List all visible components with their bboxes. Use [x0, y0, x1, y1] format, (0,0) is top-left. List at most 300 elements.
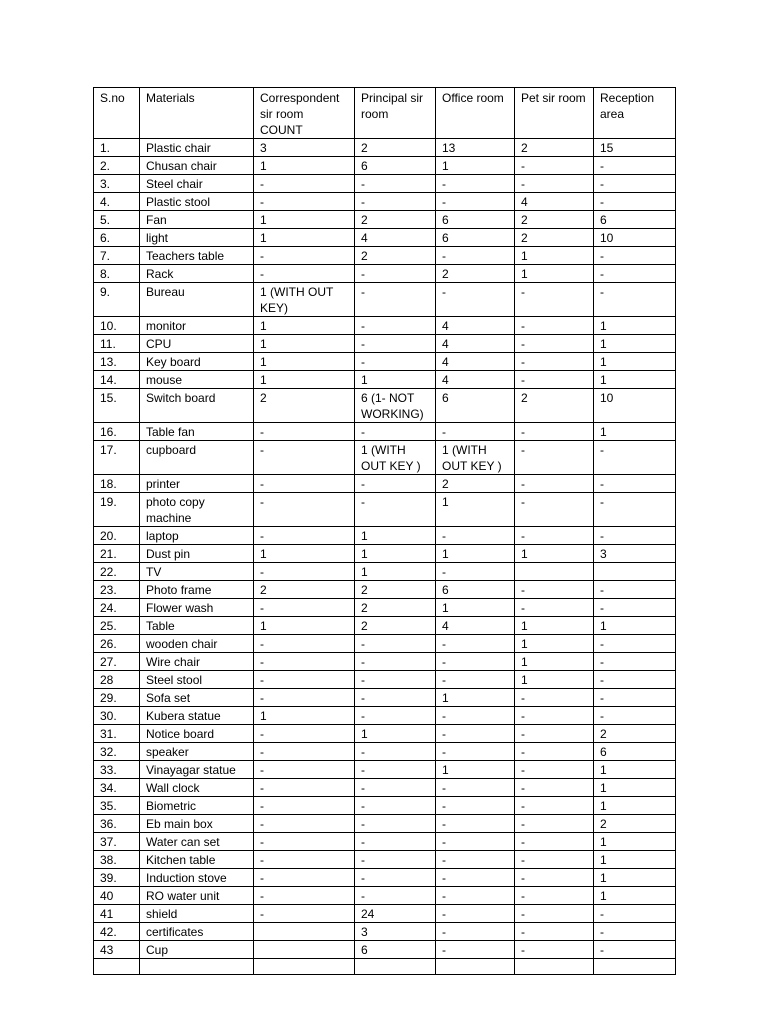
cell-reception-area: 1: [594, 617, 676, 635]
cell-office-room: 4: [436, 317, 515, 335]
inventory-table: [93, 87, 676, 975]
table-row: [94, 475, 676, 493]
table-row: [94, 779, 676, 797]
cell-office-room: 4: [436, 371, 515, 389]
cell-principal-room: -: [355, 761, 436, 779]
cell-reception-area: -: [594, 247, 676, 265]
cell-sno: 23.: [94, 581, 140, 599]
cell-pet-room: -: [515, 779, 594, 797]
cell-sno: 30.: [94, 707, 140, 725]
cell-material: Teachers table: [140, 247, 254, 265]
table-row: [94, 851, 676, 869]
cell-principal-room: -: [355, 193, 436, 211]
cell-pet-room: 1: [515, 247, 594, 265]
cell-sno: 42.: [94, 923, 140, 941]
cell-correspondent-room: 1: [254, 371, 355, 389]
cell-pet-room: 2: [515, 139, 594, 157]
cell-sno: 6.: [94, 229, 140, 247]
cell-office-room: 13: [436, 139, 515, 157]
cell-sno: 22.: [94, 563, 140, 581]
cell-sno: 18.: [94, 475, 140, 493]
cell-principal-room: 2: [355, 599, 436, 617]
cell-material: Steel chair: [140, 175, 254, 193]
cell-principal-room: -: [355, 851, 436, 869]
cell-correspondent-room: 1: [254, 229, 355, 247]
cell-correspondent-room: 1: [254, 353, 355, 371]
table-row: [94, 617, 676, 635]
table-row: [94, 653, 676, 671]
cell-principal-room: -: [355, 493, 436, 527]
header-cell-materials: Materials: [140, 88, 254, 139]
cell-sno: 5.: [94, 211, 140, 229]
cell-pet-room: -: [515, 743, 594, 761]
cell-material: Table: [140, 617, 254, 635]
cell-correspondent-room: 1: [254, 335, 355, 353]
cell-correspondent-room: -: [254, 743, 355, 761]
cell-pet-room: -: [515, 851, 594, 869]
table-row: [94, 283, 676, 317]
cell-correspondent-room: -: [254, 175, 355, 193]
table-row: [94, 389, 676, 423]
cell-correspondent-room: -: [254, 887, 355, 905]
cell-principal-room: -: [355, 797, 436, 815]
cell-principal-room: [355, 959, 436, 975]
cell-office-room: -: [436, 653, 515, 671]
table-row: [94, 833, 676, 851]
cell-sno: 34.: [94, 779, 140, 797]
cell-reception-area: -: [594, 193, 676, 211]
cell-material: Key board: [140, 353, 254, 371]
cell-office-room: -: [436, 423, 515, 441]
cell-office-room: 6: [436, 581, 515, 599]
cell-office-room: 6: [436, 211, 515, 229]
cell-reception-area: -: [594, 905, 676, 923]
table-row: [94, 423, 676, 441]
cell-material: Induction stove: [140, 869, 254, 887]
cell-reception-area: -: [594, 671, 676, 689]
cell-reception-area: -: [594, 475, 676, 493]
cell-principal-room: -: [355, 833, 436, 851]
cell-material: Chusan chair: [140, 157, 254, 175]
cell-pet-room: -: [515, 905, 594, 923]
cell-principal-room: 1: [355, 527, 436, 545]
cell-principal-room: 3: [355, 923, 436, 941]
cell-material: Steel stool: [140, 671, 254, 689]
cell-sno: 33.: [94, 761, 140, 779]
cell-pet-room: [515, 563, 594, 581]
table-row: [94, 941, 676, 959]
table-row: [94, 869, 676, 887]
cell-material: Kubera statue: [140, 707, 254, 725]
table-row: [94, 671, 676, 689]
cell-reception-area: 1: [594, 423, 676, 441]
cell-material: RO water unit: [140, 887, 254, 905]
cell-reception-area: -: [594, 493, 676, 527]
table-header-row: [94, 88, 676, 139]
cell-pet-room: -: [515, 707, 594, 725]
cell-material: mouse: [140, 371, 254, 389]
cell-pet-room: -: [515, 175, 594, 193]
cell-sno: 21.: [94, 545, 140, 563]
cell-correspondent-room: 2: [254, 389, 355, 423]
cell-correspondent-room: -: [254, 815, 355, 833]
cell-principal-room: -: [355, 779, 436, 797]
cell-principal-room: -: [355, 689, 436, 707]
cell-reception-area: 1: [594, 851, 676, 869]
header-cell-correspondent-room: Correspondent sir room COUNT: [254, 88, 355, 139]
cell-reception-area: -: [594, 265, 676, 283]
cell-principal-room: 6: [355, 157, 436, 175]
cell-reception-area: [594, 959, 676, 975]
cell-sno: 14.: [94, 371, 140, 389]
cell-correspondent-room: 1: [254, 211, 355, 229]
cell-sno: 38.: [94, 851, 140, 869]
cell-correspondent-room: -: [254, 653, 355, 671]
table-row: [94, 581, 676, 599]
table-row: [94, 887, 676, 905]
cell-pet-room: -: [515, 317, 594, 335]
cell-sno: 37.: [94, 833, 140, 851]
cell-office-room: -: [436, 563, 515, 581]
table-row: [94, 797, 676, 815]
cell-pet-room: -: [515, 923, 594, 941]
header-cell-pet-room: Pet sir room: [515, 88, 594, 139]
cell-pet-room: -: [515, 941, 594, 959]
cell-office-room: 1: [436, 689, 515, 707]
cell-sno: 16.: [94, 423, 140, 441]
header-cell-office-room: Office room: [436, 88, 515, 139]
cell-office-room: -: [436, 193, 515, 211]
table-row: [94, 139, 676, 157]
cell-correspondent-room: [254, 923, 355, 941]
cell-material: certificates: [140, 923, 254, 941]
cell-pet-room: -: [515, 869, 594, 887]
cell-pet-room: -: [515, 441, 594, 475]
table-row: [94, 545, 676, 563]
cell-material: light: [140, 229, 254, 247]
cell-principal-room: 2: [355, 139, 436, 157]
cell-office-room: -: [436, 527, 515, 545]
cell-material: Sofa set: [140, 689, 254, 707]
cell-pet-room: -: [515, 335, 594, 353]
cell-correspondent-room: -: [254, 527, 355, 545]
table-row: [94, 353, 676, 371]
cell-pet-room: 2: [515, 211, 594, 229]
cell-office-room: -: [436, 815, 515, 833]
cell-pet-room: -: [515, 833, 594, 851]
cell-correspondent-room: -: [254, 599, 355, 617]
cell-material: photo copy machine: [140, 493, 254, 527]
table-row: [94, 211, 676, 229]
cell-reception-area: 6: [594, 211, 676, 229]
cell-principal-room: 1: [355, 563, 436, 581]
table-row: [94, 335, 676, 353]
header-cell-sno: S.no: [94, 88, 140, 139]
table-row: [94, 371, 676, 389]
cell-material: CPU: [140, 335, 254, 353]
cell-principal-room: 1: [355, 371, 436, 389]
cell-office-room: -: [436, 247, 515, 265]
cell-office-room: 4: [436, 617, 515, 635]
cell-correspondent-room: -: [254, 797, 355, 815]
table-row: [94, 725, 676, 743]
cell-office-room: 1: [436, 157, 515, 175]
table-row: [94, 563, 676, 581]
cell-correspondent-room: 1: [254, 545, 355, 563]
cell-reception-area: -: [594, 923, 676, 941]
table-row: [94, 689, 676, 707]
cell-material: Eb main box: [140, 815, 254, 833]
cell-pet-room: 1: [515, 653, 594, 671]
cell-sno: 17.: [94, 441, 140, 475]
cell-sno: 36.: [94, 815, 140, 833]
cell-material: Fan: [140, 211, 254, 229]
cell-principal-room: -: [355, 635, 436, 653]
cell-pet-room: -: [515, 353, 594, 371]
cell-correspondent-room: -: [254, 265, 355, 283]
cell-office-room: -: [436, 725, 515, 743]
cell-principal-room: -: [355, 283, 436, 317]
cell-principal-room: 4: [355, 229, 436, 247]
cell-office-room: -: [436, 743, 515, 761]
table-row: [94, 175, 676, 193]
cell-pet-room: -: [515, 157, 594, 175]
table-row: [94, 317, 676, 335]
cell-office-room: 1: [436, 545, 515, 563]
inventory-document: [93, 87, 676, 975]
cell-pet-room: -: [515, 581, 594, 599]
cell-material: Kitchen table: [140, 851, 254, 869]
cell-sno: 1.: [94, 139, 140, 157]
cell-material: [140, 959, 254, 975]
inventory-table-body: [94, 88, 676, 975]
cell-correspondent-room: -: [254, 761, 355, 779]
cell-correspondent-room: -: [254, 247, 355, 265]
cell-reception-area: 1: [594, 761, 676, 779]
cell-sno: 26.: [94, 635, 140, 653]
cell-reception-area: -: [594, 527, 676, 545]
cell-material: TV: [140, 563, 254, 581]
cell-office-room: 4: [436, 353, 515, 371]
cell-correspondent-room: -: [254, 851, 355, 869]
cell-pet-room: 1: [515, 671, 594, 689]
cell-correspondent-room: -: [254, 671, 355, 689]
table-row: [94, 441, 676, 475]
table-row: [94, 923, 676, 941]
cell-sno: 39.: [94, 869, 140, 887]
cell-office-room: -: [436, 923, 515, 941]
cell-principal-room: 2: [355, 247, 436, 265]
cell-sno: 3.: [94, 175, 140, 193]
cell-sno: 29.: [94, 689, 140, 707]
table-row: [94, 761, 676, 779]
cell-reception-area: -: [594, 283, 676, 317]
table-row: [94, 193, 676, 211]
cell-correspondent-room: 3: [254, 139, 355, 157]
cell-material: Notice board: [140, 725, 254, 743]
cell-principal-room: -: [355, 815, 436, 833]
cell-sno: [94, 959, 140, 975]
cell-principal-room: 6 (1- NOT WORKING): [355, 389, 436, 423]
cell-pet-room: -: [515, 423, 594, 441]
cell-correspondent-room: -: [254, 441, 355, 475]
cell-reception-area: -: [594, 175, 676, 193]
cell-principal-room: -: [355, 353, 436, 371]
cell-pet-room: [515, 959, 594, 975]
cell-reception-area: -: [594, 581, 676, 599]
cell-pet-room: 2: [515, 229, 594, 247]
cell-office-room: -: [436, 887, 515, 905]
cell-sno: 4.: [94, 193, 140, 211]
cell-pet-room: 1: [515, 635, 594, 653]
cell-principal-room: 2: [355, 211, 436, 229]
cell-sno: 40: [94, 887, 140, 905]
cell-correspondent-room: -: [254, 869, 355, 887]
cell-office-room: -: [436, 779, 515, 797]
cell-reception-area: 10: [594, 229, 676, 247]
cell-material: Plastic stool: [140, 193, 254, 211]
cell-pet-room: -: [515, 527, 594, 545]
cell-reception-area: 1: [594, 869, 676, 887]
table-row: [94, 905, 676, 923]
cell-reception-area: 15: [594, 139, 676, 157]
cell-pet-room: 1: [515, 265, 594, 283]
cell-correspondent-room: -: [254, 193, 355, 211]
cell-principal-room: 1: [355, 545, 436, 563]
cell-office-room: 1: [436, 493, 515, 527]
cell-office-room: 1: [436, 599, 515, 617]
cell-principal-room: 2: [355, 617, 436, 635]
cell-office-room: -: [436, 869, 515, 887]
cell-office-room: 2: [436, 265, 515, 283]
cell-office-room: -: [436, 905, 515, 923]
cell-correspondent-room: -: [254, 725, 355, 743]
cell-material: Plastic chair: [140, 139, 254, 157]
cell-material: Flower wash: [140, 599, 254, 617]
table-row: [94, 247, 676, 265]
cell-reception-area: -: [594, 653, 676, 671]
cell-sno: 11.: [94, 335, 140, 353]
cell-reception-area: 1: [594, 317, 676, 335]
cell-material: Table fan: [140, 423, 254, 441]
cell-pet-room: 2: [515, 389, 594, 423]
header-cell-principal-room: Principal sir room: [355, 88, 436, 139]
cell-sno: 10.: [94, 317, 140, 335]
cell-reception-area: 1: [594, 779, 676, 797]
cell-reception-area: 1: [594, 887, 676, 905]
cell-correspondent-room: -: [254, 493, 355, 527]
cell-correspondent-room: -: [254, 563, 355, 581]
cell-correspondent-room: -: [254, 833, 355, 851]
cell-material: laptop: [140, 527, 254, 545]
cell-principal-room: -: [355, 707, 436, 725]
cell-sno: 9.: [94, 283, 140, 317]
cell-office-room: 1: [436, 761, 515, 779]
table-row: [94, 815, 676, 833]
cell-office-room: 1 (WITH OUT KEY ): [436, 441, 515, 475]
cell-reception-area: 10: [594, 389, 676, 423]
cell-reception-area: 6: [594, 743, 676, 761]
cell-reception-area: 1: [594, 797, 676, 815]
cell-office-room: 6: [436, 229, 515, 247]
cell-pet-room: -: [515, 283, 594, 317]
cell-principal-room: 1: [355, 725, 436, 743]
cell-reception-area: -: [594, 941, 676, 959]
table-row: [94, 265, 676, 283]
cell-pet-room: -: [515, 887, 594, 905]
cell-material: Rack: [140, 265, 254, 283]
cell-pet-room: -: [515, 761, 594, 779]
cell-sno: 20.: [94, 527, 140, 545]
cell-correspondent-room: [254, 959, 355, 975]
cell-sno: 25.: [94, 617, 140, 635]
cell-pet-room: 1: [515, 617, 594, 635]
cell-material: Water can set: [140, 833, 254, 851]
table-row: [94, 229, 676, 247]
cell-reception-area: 1: [594, 833, 676, 851]
cell-sno: 32.: [94, 743, 140, 761]
cell-reception-area: 2: [594, 815, 676, 833]
cell-office-room: -: [436, 833, 515, 851]
cell-material: Vinayagar statue: [140, 761, 254, 779]
cell-reception-area: 3: [594, 545, 676, 563]
cell-principal-room: -: [355, 743, 436, 761]
cell-sno: 19.: [94, 493, 140, 527]
cell-principal-room: -: [355, 175, 436, 193]
cell-sno: 24.: [94, 599, 140, 617]
cell-correspondent-room: -: [254, 635, 355, 653]
cell-correspondent-room: 1: [254, 707, 355, 725]
cell-principal-room: -: [355, 653, 436, 671]
cell-correspondent-room: -: [254, 475, 355, 493]
cell-correspondent-room: 2: [254, 581, 355, 599]
cell-material: shield: [140, 905, 254, 923]
cell-correspondent-room: 1: [254, 317, 355, 335]
cell-office-room: -: [436, 797, 515, 815]
cell-pet-room: 1: [515, 545, 594, 563]
cell-material: printer: [140, 475, 254, 493]
cell-reception-area: 1: [594, 371, 676, 389]
cell-office-room: -: [436, 175, 515, 193]
table-row: [94, 707, 676, 725]
cell-sno: 8.: [94, 265, 140, 283]
cell-reception-area: -: [594, 599, 676, 617]
cell-pet-room: -: [515, 815, 594, 833]
cell-sno: 7.: [94, 247, 140, 265]
cell-material: Switch board: [140, 389, 254, 423]
table-row: [94, 157, 676, 175]
cell-office-room: 2: [436, 475, 515, 493]
cell-office-room: -: [436, 671, 515, 689]
cell-sno: 35.: [94, 797, 140, 815]
cell-sno: 13.: [94, 353, 140, 371]
cell-material: Photo frame: [140, 581, 254, 599]
cell-principal-room: -: [355, 671, 436, 689]
cell-sno: 27.: [94, 653, 140, 671]
cell-principal-room: -: [355, 887, 436, 905]
cell-sno: 28: [94, 671, 140, 689]
cell-material: Biometric: [140, 797, 254, 815]
header-cell-reception-area: Reception area: [594, 88, 676, 139]
cell-reception-area: -: [594, 441, 676, 475]
cell-office-room: 4: [436, 335, 515, 353]
cell-correspondent-room: 1: [254, 617, 355, 635]
cell-reception-area: 2: [594, 725, 676, 743]
cell-pet-room: -: [515, 725, 594, 743]
cell-principal-room: 2: [355, 581, 436, 599]
cell-pet-room: -: [515, 689, 594, 707]
cell-material: Bureau: [140, 283, 254, 317]
